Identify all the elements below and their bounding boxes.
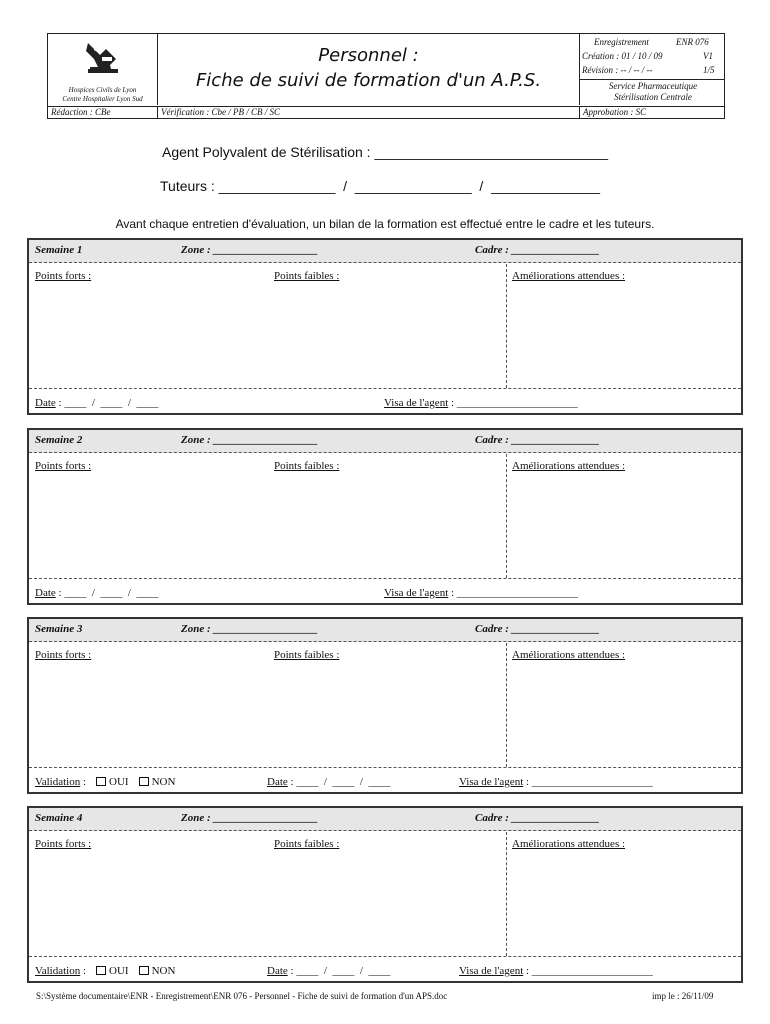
intro-note: Avant chaque entretien d'évaluation, un bilan de la formation est effectué entre le cadre et les tuteurs. [115, 217, 655, 231]
week-2-cadre: Cadre : ________________ [475, 434, 600, 446]
revision-date: Révision : -- / -- / -- [582, 65, 653, 75]
creation-date: Création : 01 / 10 / 09 [582, 51, 663, 61]
week-4-validation: Validation : OUI NON [35, 965, 176, 977]
week-4-header [29, 808, 741, 831]
week-3-validation: Validation : OUI NON [35, 776, 176, 788]
week-3-points-faibles: Points faibles : [274, 649, 340, 661]
week-1-title: Semaine 1 [35, 244, 83, 256]
week-4-points-forts: Points forts : [35, 838, 92, 850]
week-3-visa: Visa de l'agent : ______________________ [459, 776, 653, 788]
week-3-zone: Zone : ___________________ [181, 623, 318, 635]
week-4-date: Date : ____ / ____ / ____ [267, 965, 391, 977]
agent-line: Agent Polyvalent de Stérilisation : ______________________________ [162, 144, 609, 160]
week-3-points-forts: Points forts : [35, 649, 92, 661]
week-2-date: Date : ____ / ____ / ____ [35, 587, 159, 599]
week-4-points-faibles: Points faibles : [274, 838, 340, 850]
week-2-points-forts: Points forts : [35, 460, 92, 472]
week-2-title: Semaine 2 [35, 434, 83, 446]
week-3-oui-checkbox[interactable] [96, 777, 106, 786]
header-table [47, 33, 725, 119]
week-4-ameliorations: Améliorations attendues : [512, 838, 626, 850]
week-4-box [27, 806, 743, 983]
week-1-ameliorations: Améliorations attendues : [512, 270, 626, 282]
approbation: Approbation : SC [583, 107, 647, 117]
week-2-points-faibles: Points faibles : [274, 460, 340, 472]
week-1-points-forts: Points forts : [35, 270, 92, 282]
week-2-header [29, 430, 741, 453]
week-4-visa: Visa de l'agent : ______________________ [459, 965, 653, 977]
week-3-cadre: Cadre : ________________ [475, 623, 600, 635]
week-2-zone: Zone : ___________________ [181, 434, 318, 446]
week-2-ameliorations: Améliorations attendues : [512, 460, 626, 472]
week-4-oui-checkbox[interactable] [96, 966, 106, 975]
hcl-logo-icon [82, 39, 124, 79]
verification: Vérification : Cbe / PB / CB / SC [161, 107, 280, 117]
week-2-box [27, 428, 743, 605]
week-3-date: Date : ____ / ____ / ____ [267, 776, 391, 788]
org-name: Hospices Civils de Lyon [68, 86, 137, 94]
week-1-header [29, 240, 741, 263]
page-number: 1/5 [703, 65, 715, 75]
week-4-non-checkbox[interactable] [139, 966, 149, 975]
week-1-points-faibles: Points faibles : [274, 270, 340, 282]
week-1-cadre: Cadre : ________________ [475, 244, 600, 256]
week-1-date: Date : ____ / ____ / ____ [35, 397, 159, 409]
week-4-title: Semaine 4 [35, 812, 83, 824]
week-4-cadre: Cadre : ________________ [475, 812, 600, 824]
week-1-visa: Visa de l'agent : ______________________ [384, 397, 578, 409]
week-3-ameliorations: Améliorations attendues : [512, 649, 626, 661]
footer-print-date: imp le : 26/11/09 [652, 991, 714, 1001]
week-3-title: Semaine 3 [35, 623, 83, 635]
page-title-line1: Personnel : [318, 45, 419, 66]
week-1-zone: Zone : ___________________ [181, 244, 318, 256]
service-line1: Service Pharmaceutique [608, 81, 698, 91]
enregistrement-label: Enregistrement [594, 37, 649, 47]
redaction: Rédaction : CBe [51, 107, 111, 117]
org-subname: Centre Hospitalier Lyon Sud [62, 95, 143, 103]
week-2-visa: Visa de l'agent : ______________________ [384, 587, 578, 599]
week-3-non-checkbox[interactable] [139, 777, 149, 786]
version: V1 [703, 51, 713, 61]
week-1-box [27, 238, 743, 415]
footer-file-path: S:\Système documentaire\ENR - Enregistrement\ENR 076 - Personnel - Fiche de suivi de formation d'un APS.doc [36, 991, 448, 1001]
service-line2: Stérilisation Centrale [614, 92, 692, 102]
week-4-zone: Zone : ___________________ [181, 812, 318, 824]
week-3-header [29, 619, 741, 642]
tuteurs-line: Tuteurs : _______________ / _______________ / ______________ [160, 178, 601, 194]
week-3-box [27, 617, 743, 794]
enregistrement-value: ENR 076 [676, 37, 709, 47]
page-title-line2: Fiche de suivi de formation d'un A.P.S. [195, 70, 542, 91]
